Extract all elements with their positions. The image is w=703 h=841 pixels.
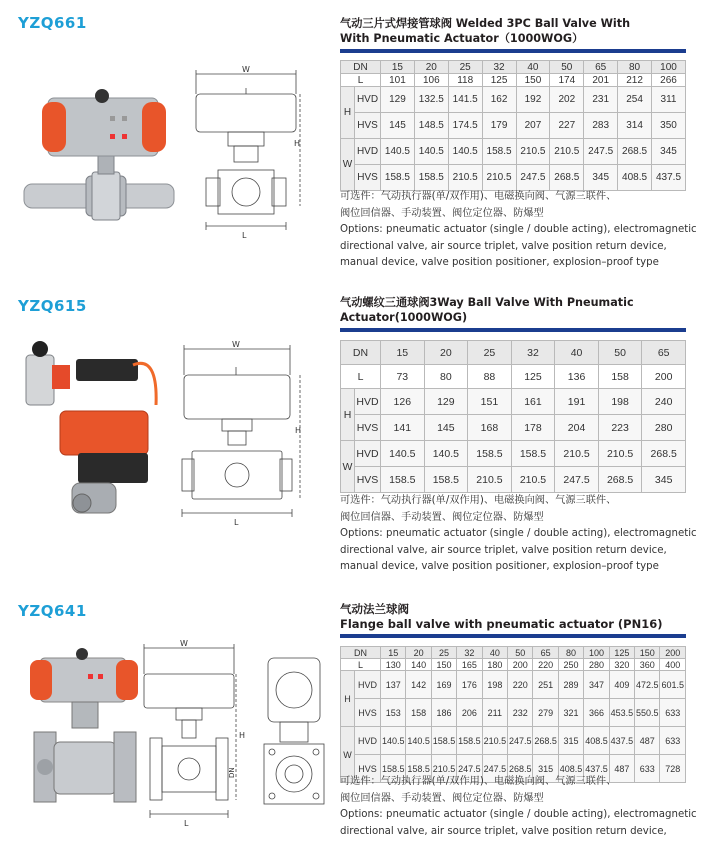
h-hvs-cell: 211 [482,699,507,727]
w-hvs-cell: 158.5 [381,165,415,191]
dn-cell: 65 [642,341,686,365]
l-cell: 101 [381,74,415,87]
h-hvs-cell: 204 [555,415,599,441]
h-hvd-cell: 601.5 [660,671,686,699]
w-hvs-cell: 487 [609,755,634,783]
w-hvs-cell: 408.5 [618,165,652,191]
h-hvd-cell: 240 [642,389,686,415]
hvd-label: HVD [355,389,381,415]
dn-cell: 80 [618,61,652,74]
h-hvs-cell: 321 [558,699,583,727]
w-hvs-cell: 158.5 [381,467,425,493]
dim-dn-label: DN [228,767,236,778]
dn-cell: 50 [550,61,584,74]
hvd-label: HVD [355,671,381,699]
product-section-yzq641 [0,590,703,841]
h-hvd-cell: 311 [652,87,686,113]
h-hvd-cell: 129 [381,87,415,113]
l-cell: 136 [555,365,599,389]
l-cell: 201 [584,74,618,87]
h-hvd-cell: 126 [381,389,425,415]
l-cell: 360 [635,659,660,671]
l-cell: 73 [381,365,425,389]
section-title: 气动螺纹三通球阀3Way Ball Valve With Pneumatic Actuator(1000WOG) [340,296,634,324]
l-cell: 125 [482,74,516,87]
dn-cell: 20 [406,647,431,659]
h-group-label: H [341,671,355,727]
spec-table [340,646,686,783]
l-cell: 220 [533,659,558,671]
dn-cell: 50 [508,647,533,659]
section-title: 气动法兰球阀 Flange ball valve with pneumatic actuator (PN16) [340,602,663,631]
l-cell: 200 [508,659,533,671]
l-cell: 158 [598,365,642,389]
w-hvd-cell: 315 [558,727,583,755]
w-hvd-cell: 210.5 [550,139,584,165]
w-hvd-cell: 408.5 [584,727,609,755]
l-cell: 150 [516,74,550,87]
product-section-yzq661 [0,0,703,285]
dn-cell: 20 [424,341,468,365]
w-hvd-cell: 247.5 [584,139,618,165]
h-hvd-cell: 192 [516,87,550,113]
h-hvs-cell: 179 [482,113,516,139]
h-hvd-cell: 472.5 [635,671,660,699]
w-hvd-cell: 158.5 [468,441,512,467]
w-hvs-cell: 247.5 [457,755,482,783]
h-hvs-cell: 153 [381,699,406,727]
w-hvs-cell: 345 [584,165,618,191]
w-hvd-cell: 437.5 [609,727,634,755]
h-hvs-cell: 550.5 [635,699,660,727]
hvs-label: HVS [355,755,381,783]
h-hvd-cell: 176 [457,671,482,699]
h-group-label: H [341,389,355,441]
dn-cell: 32 [482,61,516,74]
dn-cell: 200 [660,647,686,659]
h-hvs-cell: 366 [584,699,609,727]
w-hvd-cell: 210.5 [516,139,550,165]
w-hvs-cell: 728 [660,755,686,783]
h-hvd-cell: 198 [482,671,507,699]
dn-cell: 15 [381,341,425,365]
h-hvs-cell: 148.5 [414,113,448,139]
w-hvs-cell: 268.5 [508,755,533,783]
h-hvd-cell: 254 [618,87,652,113]
l-cell: 150 [431,659,456,671]
l-cell: 125 [511,365,555,389]
w-hvs-cell: 210.5 [511,467,555,493]
l-cell: 320 [609,659,634,671]
w-hvd-cell: 268.5 [618,139,652,165]
h-hvs-cell: 206 [457,699,482,727]
dn-header: DN [341,341,381,365]
w-hvs-cell: 158.5 [424,467,468,493]
l-cell: 165 [457,659,482,671]
l-cell: 88 [468,365,512,389]
w-hvs-cell: 633 [635,755,660,783]
h-hvd-cell: 161 [511,389,555,415]
w-group-label: W [341,441,355,493]
options-text: 可选件：气动执行器(单/双作用)、电磁换向阀、气源三联件、 阀位回信器、手动装置、阀位定位器、防爆型 Options: pneumatic actuator (single / double acting), electromagnetic directional valve, air source triplet, valve position return device, [340,776,697,837]
l-cell: 250 [558,659,583,671]
w-hvs-cell: 210.5 [468,467,512,493]
l-cell: 140 [406,659,431,671]
h-hvs-cell: 145 [424,415,468,441]
dn-cell: 15 [381,61,415,74]
h-hvs-cell: 223 [598,415,642,441]
l-cell: 118 [448,74,482,87]
h-hvd-cell: 191 [555,389,599,415]
h-hvd-cell: 162 [482,87,516,113]
spec-table [340,340,686,493]
dn-cell: 100 [652,61,686,74]
w-hvd-cell: 158.5 [431,727,456,755]
w-hvs-cell: 210.5 [431,755,456,783]
w-hvd-cell: 140.5 [414,139,448,165]
section-title: 气动三片式焊接管球阀 Welded 3PC Ball Valve With With Pneumatic Actuator（1000WOG） [340,17,631,45]
technical-drawing [140,638,340,828]
w-hvd-cell: 268.5 [533,727,558,755]
hvs-label: HVS [355,415,381,441]
l-cell: 266 [652,74,686,87]
h-hvs-cell: 207 [516,113,550,139]
w-hvd-cell: 140.5 [381,727,406,755]
dn-cell: 50 [598,341,642,365]
hvs-label: HVS [355,467,381,493]
h-hvd-cell: 347 [584,671,609,699]
h-hvs-cell: 633 [660,699,686,727]
h-hvd-cell: 142 [406,671,431,699]
dn-cell: 15 [381,647,406,659]
w-hvs-cell: 158.5 [414,165,448,191]
w-hvd-cell: 247.5 [508,727,533,755]
dim-h-label: H [239,731,246,740]
w-hvd-cell: 140.5 [448,139,482,165]
h-hvd-cell: 289 [558,671,583,699]
w-hvd-cell: 158.5 [482,139,516,165]
h-hvd-cell: 202 [550,87,584,113]
h-hvs-cell: 314 [618,113,652,139]
w-hvd-cell: 268.5 [642,441,686,467]
h-hvd-cell: 198 [598,389,642,415]
l-cell: 174 [550,74,584,87]
h-hvs-cell: 283 [584,113,618,139]
l-cell: 130 [381,659,406,671]
dim-h-label: H [294,139,301,148]
dn-cell: 100 [584,647,609,659]
dn-cell: 65 [533,647,558,659]
w-group-label: W [341,139,355,191]
hvs-label: HVS [355,699,381,727]
w-hvs-cell: 345 [642,467,686,493]
w-hvd-cell: 210.5 [555,441,599,467]
h-hvd-cell: 132.5 [414,87,448,113]
l-cell: 80 [424,365,468,389]
hvd-label: HVD [355,139,381,165]
w-hvs-cell: 268.5 [598,467,642,493]
w-hvs-cell: 247.5 [555,467,599,493]
model-code: YZQ615 [18,297,87,315]
l-cell: 212 [618,74,652,87]
w-hvs-cell: 210.5 [482,165,516,191]
hvs-label: HVS [355,113,381,139]
w-hvs-cell: 268.5 [550,165,584,191]
h-hvs-cell: 186 [431,699,456,727]
l-cell: 280 [584,659,609,671]
h-hvs-cell: 227 [550,113,584,139]
l-header: L [341,659,381,671]
w-hvd-cell: 210.5 [482,727,507,755]
dn-cell: 80 [558,647,583,659]
product-photo-3way-valve [18,335,168,525]
title-rule [340,49,686,53]
l-header: L [341,365,381,389]
dim-w-label: W [180,639,188,648]
dim-l-label: L [184,819,189,828]
w-hvs-cell: 247.5 [516,165,550,191]
dim-w-label: W [232,341,240,349]
dn-header: DN [341,647,381,659]
hvd-label: HVD [355,727,381,755]
h-hvs-cell: 350 [652,113,686,139]
w-hvd-cell: 158.5 [457,727,482,755]
h-hvd-cell: 231 [584,87,618,113]
options-text: 可选件：气动执行器(单/双作用)、电磁换向阀、气源三联件、 阀位回信器、手动装置、阀位定位器、防爆型 Options: pneumatic actuator (single / double acting), electromagnetic directional valve, air source triplet, valve position return device, manual device, valve position positioner, explosion–proof type [340,191,697,268]
product-photo-welded-3pc-valve [18,72,178,242]
h-hvd-cell: 409 [609,671,634,699]
w-group-label: W [341,727,355,783]
hvd-label: HVD [355,87,381,113]
h-hvs-cell: 174.5 [448,113,482,139]
dim-w-label: W [242,66,250,74]
hvd-label: HVD [355,441,381,467]
product-photo-flange-valve [20,640,140,810]
w-hvs-cell: 437.5 [652,165,686,191]
dn-cell: 150 [635,647,660,659]
w-hvd-cell: 140.5 [424,441,468,467]
w-hvs-cell: 210.5 [448,165,482,191]
dn-cell: 125 [609,647,634,659]
product-section-yzq615 [0,285,703,590]
l-cell: 106 [414,74,448,87]
hvs-label: HVS [355,165,381,191]
dim-l-label: L [234,518,239,527]
w-hvd-cell: 487 [635,727,660,755]
w-hvs-cell: 315 [533,755,558,783]
w-hvd-cell: 345 [652,139,686,165]
title-rule [340,328,686,332]
dn-cell: 65 [584,61,618,74]
h-hvd-cell: 137 [381,671,406,699]
h-hvs-cell: 141 [381,415,425,441]
w-hvd-cell: 140.5 [381,139,415,165]
l-cell: 180 [482,659,507,671]
model-code: YZQ641 [18,602,87,620]
dn-cell: 25 [431,647,456,659]
h-hvs-cell: 232 [508,699,533,727]
dn-cell: 20 [414,61,448,74]
h-hvd-cell: 220 [508,671,533,699]
technical-drawing [188,66,308,256]
w-hvd-cell: 633 [660,727,686,755]
dim-h-label: H [295,426,302,435]
h-hvd-cell: 169 [431,671,456,699]
h-hvs-cell: 158 [406,699,431,727]
w-hvd-cell: 140.5 [381,441,425,467]
dn-header: DN [341,61,381,74]
h-hvs-cell: 279 [533,699,558,727]
model-code: YZQ661 [18,14,87,32]
dn-cell: 32 [457,647,482,659]
h-hvs-cell: 178 [511,415,555,441]
dn-cell: 40 [482,647,507,659]
dim-l-label: L [242,231,247,240]
dn-cell: 40 [516,61,550,74]
h-group-label: H [341,87,355,139]
dn-cell: 25 [448,61,482,74]
h-hvd-cell: 251 [533,671,558,699]
dn-cell: 32 [511,341,555,365]
w-hvd-cell: 210.5 [598,441,642,467]
h-hvs-cell: 453.5 [609,699,634,727]
l-cell: 400 [660,659,686,671]
w-hvs-cell: 158.5 [406,755,431,783]
w-hvs-cell: 247.5 [482,755,507,783]
h-hvs-cell: 280 [642,415,686,441]
w-hvs-cell: 158.5 [381,755,406,783]
h-hvs-cell: 168 [468,415,512,441]
dn-cell: 25 [468,341,512,365]
l-header: L [341,74,381,87]
w-hvd-cell: 140.5 [406,727,431,755]
dn-cell: 40 [555,341,599,365]
spec-table [340,60,686,191]
technical-drawing [178,341,308,531]
title-rule [340,634,686,638]
w-hvs-cell: 408.5 [558,755,583,783]
w-hvd-cell: 158.5 [511,441,555,467]
h-hvd-cell: 141.5 [448,87,482,113]
h-hvd-cell: 151 [468,389,512,415]
h-hvs-cell: 145 [381,113,415,139]
h-hvd-cell: 129 [424,389,468,415]
w-hvs-cell: 437.5 [584,755,609,783]
options-text: 可选件：气动执行器(单/双作用)、电磁换向阀、气源三联件、 阀位回信器、手动装置、阀位定位器、防爆型 Options: pneumatic actuator (single / double acting), electromagnetic directional valve, air source triplet, valve position return device, manual device, valve position positioner, explosion–proof type [340,495,697,572]
l-cell: 200 [642,365,686,389]
